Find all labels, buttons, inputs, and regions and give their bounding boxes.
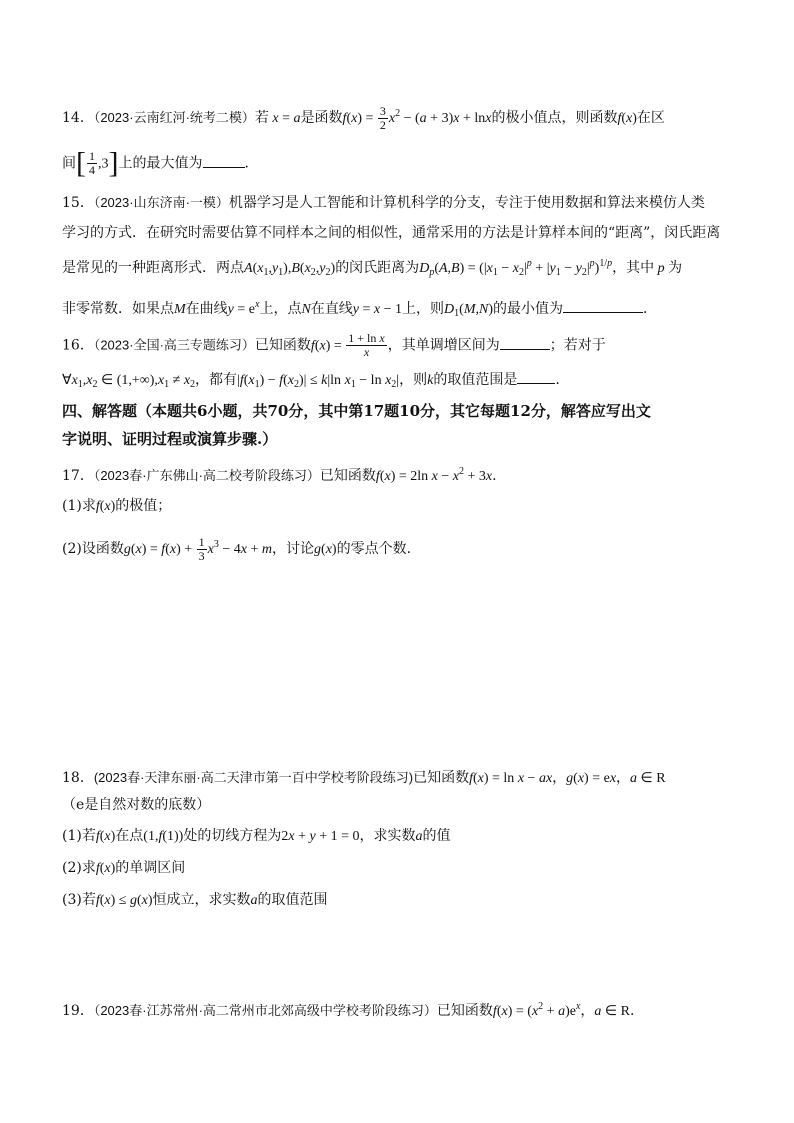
question-14-cont: 间[ $\frac{1}{4}$ ,3]上的最大值为 ． xyxy=(62,146,259,180)
question-number: 15． xyxy=(62,195,94,211)
question-number: 18． xyxy=(62,770,94,786)
answer-blank[interactable] xyxy=(203,153,245,168)
answer-blank[interactable] xyxy=(500,335,550,350)
question-14: 14．（2023·云南红河·统考二模）若 x = a是函数f(x) = $\frac{3}{2}$ $x^2 - (a + 3)x + \ln x$的极小值点，则函数f(x)在区 xyxy=(62,103,665,132)
question-source: （2023·云南红河·统考二模） xyxy=(93,110,255,125)
question-15: 15．（2023·山东济南·一模）机器学习是人工智能和计算机科学的分支，专注于使用数据和算法来模仿人类 xyxy=(62,195,705,211)
question-source: （2023春·广东佛山·高二校考阶段练习） xyxy=(93,468,320,483)
question-number: 16． xyxy=(62,337,94,354)
question-17: 17．（2023春·广东佛山·高二校考阶段练习）已知函数f(x) = 2ln $x - x^2 + 3x$. xyxy=(62,466,497,484)
question-16: 16．（2023·全国·高三专题练习）已知函数f(x) = $\frac{\text{1 + ln x}}{x}$ ，其单调增区间为 ；若对于 xyxy=(62,331,606,359)
exam-page: 14．（2023·云南红河·统考二模）若 x = a是函数f(x) = $\frac{3}{2}$ $x^2 - (a + 3)x + \ln x$的极小值点，则函数f(x)在区 间[ $\frac{1}{4}$ ,3]上的最大值为 ． 15．（2023·山东济南·一模）机器学习是人工智能和计算机科学的分支，专注于使用数据和算法来模仿人类 学习的方式．在研究时需要估算不同样本之间的相似性，通常采用的方法是计算样本间的“距离”，闵氏距离 是常见的一种距离形式．两点$A(x_1,y_1),B(x_2,y_2)$的闵氏距离为$D_p(A,B) = (|x_1 - x_2|^p + |y_1 - y_2|^p)^{1/p}$，其中 p 为 非零常数．如果点M在曲线$y = e^x$上，点N在直线y = x − 1上，则$D_1(M,N)$的最小值为 ． 16．（2023·全国·高三专题练习）已知函数f(x) = $\frac{\text{1 + ln x}}{x}$ ，其单调增区间为 ；若对于 $\forall x_1,x_2$ ∈ $(1,+\infty),x_1 \ne x_2$，都有$|f(x_1) - f(x_2)| \le k|\ln$ $x_1 - \ln x_2|$，则k的取值范围是 . 四、解答题（本题共6小题，共70分，其中第17题10分，其它每题12分，解答应写出文 字说明、证明过程或演算步骤.） 17．（2023春·广东佛山·高二校考阶段练习）已知函数f(x) = 2ln $x - x^2 + 3x$. (1)求f(x)的极值； (2)设函数g(x) = f(x) + $\frac{1}{3}$ $x^3 - 4x + m$，讨论g(x)的零点个数. 18．(2023春·天津东丽·高二天津市第一百中学校考阶段练习)已知函数f(x) = ln x − ax，g(x) = ex，a ∈ R （e是自然对数的底数） (1)若f(x)在点(1,f(1))处的切线方程为2x + y + 1 = 0，求实数a的值 (2)求f(x)的单调区间 (3)若f(x) ≤ g(x)恒成立，求实数a的取值范围 19．（2023春·江苏常州·高二常州市北郊高级中学校考阶段练习）已知函数$f(x) = (x^2 + a)e^x$，a ∈ R. xyxy=(0,0,794,1123)
question-19: 19．（2023春·江苏常州·高二常州市北郊高级中学校考阶段练习）已知函数$f(x) = (x^2 + a)e^x$，a ∈ R. xyxy=(62,1001,635,1019)
question-number: 14． xyxy=(62,110,94,126)
section-heading-cont: 字说明、证明过程或演算步骤.） xyxy=(62,430,278,448)
question-source: （2023春·江苏常州·高二常州市北郊高级中学校考阶段练习） xyxy=(93,1003,437,1018)
answer-blank[interactable] xyxy=(563,298,643,313)
question-number: 19． xyxy=(62,1003,94,1019)
question-18: 18．(2023春·天津东丽·高二天津市第一百中学校考阶段练习)已知函数f(x) = ln x − ax，g(x) = ex，a ∈ R xyxy=(62,770,666,786)
question-source: （2023·全国·高三专题练习） xyxy=(93,337,255,353)
question-number: 17． xyxy=(62,468,94,484)
section-heading: 四、解答题（本题共6小题，共70分，其中第17题10分，其它每题12分，解答应写出文 xyxy=(62,402,651,420)
answer-blank[interactable] xyxy=(517,369,555,384)
question-source: （2023·山东济南·一模） xyxy=(93,195,229,210)
question-source: (2023春·天津东丽·高二天津市第一百中学校考阶段练习) xyxy=(93,770,414,785)
